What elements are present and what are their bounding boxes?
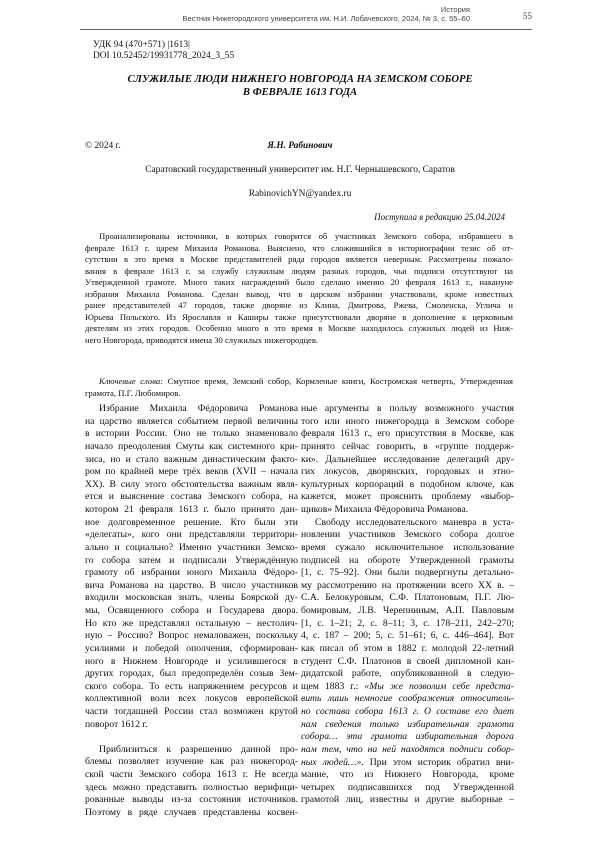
- quotation-line: нам тем, что на ней находятся подписи собор-: [301, 743, 514, 755]
- body-line: студент С.Ф. Платонов в своей дипломной кан-: [301, 655, 514, 667]
- abstract-line: него Новгорода, приводятся имена 30 служилых нижегородцев.: [85, 334, 319, 345]
- abstract-line: вания в феврале 1613 г. за службу служилым людям разных городов, чьи подписи отсутствуют на: [85, 265, 513, 276]
- body-line: Свободу исследовательского маневра в уста-: [315, 516, 514, 528]
- body-line: февраля 1613 г., его присутствия в Москве, как: [301, 428, 514, 440]
- body-line: в истории России. Оно не только знаменовало: [85, 428, 298, 440]
- body-line: коллективной воли всех локусов европейской: [85, 693, 298, 705]
- body-line: Приблизиться к разрешению данной про-: [99, 743, 298, 755]
- quotation-line: нам сведения только избирательная грамота: [301, 718, 514, 730]
- body-line: ное долговременное решение. Кто были эти: [85, 516, 298, 528]
- received-date: Поступила в редакцию 25.04.2024: [374, 212, 505, 222]
- body-line: здесь можно представить полностью верифици-: [85, 781, 298, 793]
- body-line: того или иного нижегородца в Земском соборе: [301, 415, 514, 427]
- abstract-line: Проанализированы источники, в которых говорится об участниках Земского собора, избравшего в: [99, 231, 513, 241]
- udc-code: УДК 94 (470+571) |1613|: [93, 40, 190, 50]
- copyright: © 2024 г.: [85, 141, 121, 151]
- body-column-left: [85, 403, 298, 820]
- body-line-text: щем 1883 г.:: [301, 680, 359, 692]
- body-line: поворот 1612 г.: [85, 718, 148, 730]
- body-line: подписей на обороте Утвержденной грамоты: [301, 554, 514, 566]
- body-line: мы, Освященного собора и Государева двора.: [85, 605, 298, 616]
- body-line: [301, 757, 514, 770]
- body-line: ется и выяснение состава Земского собора, на: [85, 491, 298, 503]
- quotation-line: собора… эта грамота избирательная дорога: [301, 731, 514, 743]
- body-line: ально и социально? Именно участники Земско-: [85, 541, 298, 553]
- body-line: дидатской работе, опубликованной в следую-: [301, 668, 514, 680]
- body-line: четырех подписавшихся под Утвержденной: [301, 781, 514, 793]
- body-line: бомировым, Л.В. Черепниным, А.П. Павловым: [301, 605, 514, 616]
- abstract-line: феврале 1613 г. царем Михаила Романова. Выяснено, что сложившийся в историографии тезис об от-: [85, 242, 513, 253]
- body-line: Избрание Михаила Фёдоровича Романова: [99, 403, 298, 414]
- body-line: зиса, но и стало важным династическим факто-: [85, 453, 298, 465]
- body-line: ную – Россию? Вопрос немаловажен, поскольку: [85, 630, 298, 642]
- body-line: принято сейчас говорить, в «группе поддерж-: [301, 440, 514, 452]
- body-line: других городах, был предопределён созыв Зем-: [85, 668, 298, 680]
- quotation-line: вить лишь немногие соображения относитель-: [301, 693, 514, 705]
- body-line: грамотой лиц, известны и другие выборные –: [301, 794, 514, 806]
- body-line: му рассмотрению на протяжении всего XX в. –: [301, 579, 514, 591]
- abstract-line: деятелям из этих городов. Особенно много в это время в Москве находилось служилых людей из Ниж-: [85, 323, 513, 334]
- body-line-text: При этом историк обратил вни-: [369, 756, 514, 768]
- running-header-section: История: [440, 5, 470, 14]
- body-line: гих локусов, дворянских, городовых и этно-: [301, 466, 514, 478]
- body-line: блемы позволяет изучение как раз нижегород-: [85, 756, 298, 768]
- body-line: ного в Нижнем Новгороде и усилившегося в: [85, 655, 298, 667]
- keywords-text: Смутное время, Земский собор, Кормленые книги, Костромская четверть, Утвержденная грамота, П.Г. Любомиров.: [85, 376, 513, 398]
- body-line: новлении участников Земского собора долгое: [301, 529, 514, 541]
- body-line: ром по крайней мере трёх веков (XVII – начала: [85, 466, 298, 478]
- body-line: ки». Дальнейшее исследование делегаций дру-: [301, 453, 514, 465]
- body-line: кажется, может прояснить проблему «выбор-: [301, 491, 514, 503]
- body-line: ской части Земского собора 1613 г. Не всегда: [85, 769, 298, 781]
- abstract-line: ранее представителей 47 городов, также дворяне из Клина, Дмитрова, Ржева, Смоленска, Углича и: [85, 300, 513, 311]
- quotation-line: но состава собора 1613 г. О составе его дает: [301, 706, 514, 717]
- body-line: Поэтому в ряде случаев представлены косвен-: [85, 806, 298, 818]
- header-rule: [80, 29, 532, 30]
- body-line: мание, что из Нижнего Новгорода, кроме: [301, 769, 514, 781]
- abstract: [85, 231, 513, 346]
- author-affiliation: Саратовский государственный университет им. Н.Г. Чернышевского, Саратов: [145, 165, 455, 175]
- body-line: го собора затем и подписали Утверждённую: [85, 554, 298, 566]
- abstract-line: Юрьева Польского. Из Ярославля и Каширы также присутствовали дворяне в дополнение к церковным: [85, 311, 513, 322]
- doi: DOI 10.52452/19931778_2024_3_55: [93, 51, 235, 61]
- body-line: XX). В силу этого обстоятельства важным явля-: [85, 478, 298, 490]
- author-name: Я.Н. Рабинович: [267, 141, 333, 151]
- abstract-line: сутствии в это время в Москве представителей ряда городов является неверным. Рассмотрены пожало-: [85, 254, 513, 265]
- page-number: 55: [523, 11, 532, 21]
- body-line: как писал об этом в 1882 г. молодой 22-летний: [301, 642, 514, 654]
- body-line: «делегаты», кого они представляли территори-: [85, 529, 298, 541]
- abstract-line: Утвержденной грамоте. Много таких награждений было сделано именно 20 февраля 1613 г., накануне: [85, 277, 513, 288]
- body-line: рованные выводы из-за состояния источников.: [85, 794, 298, 806]
- body-line: время сужало исключительное использование: [301, 541, 514, 553]
- body-line: [301, 681, 514, 694]
- abstract-line: избрания Михаила Романова. Сделан вывод, что в царском избрании участвовали, кроме известных: [85, 288, 513, 299]
- body-line: щиков» Михаила Фёдоровича Романова.: [301, 504, 469, 515]
- body-line: С.А. Белокуровым, С.Ф. Платоновым, П.Г. Лю-: [301, 592, 514, 604]
- body-line: Но кто же представлял остальную – нестолич-: [85, 617, 298, 629]
- keywords-label: Ключевые слова:: [99, 376, 164, 386]
- body-line: [1, с. 75–92]. Они были подвергнуты детально-: [301, 567, 514, 579]
- body-column-right: [301, 403, 514, 807]
- body-line: культурных корпораций в подобном ключе, как: [301, 478, 514, 490]
- body-line: начало преодоления Смуты как системного кри-: [85, 440, 298, 452]
- quotation: «Мы же позволим себе предста-: [364, 680, 514, 692]
- body-line: грамоту об избрании юного Михаила Фёдоро-: [85, 567, 298, 579]
- quotation-end: ных людей…».: [301, 756, 364, 768]
- running-header-journal: Вестник Нижегородского университета им. Н.И. Лобачевского, 2024, № 3, с. 55–60: [182, 14, 470, 23]
- article-title-line-1: СЛУЖИЛЫЕ ЛЮДИ НИЖНЕГО НОВГОРОДА НА ЗЕМСКОМ СОБОРЕ: [127, 74, 473, 85]
- body-line: вича Романова на царство. В число участников: [85, 579, 298, 591]
- body-line: [1, с. 1–21; 2, с. 8–11; 3, с. 178–211, 242–270;: [301, 617, 514, 629]
- body-line: усилиями и победой ополчения, сформирован-: [85, 642, 298, 654]
- article-title: [80, 73, 520, 99]
- body-line: входили московская знать, члены Боярской ду-: [85, 592, 298, 604]
- article-title-line-2: В ФЕВРАЛЕ 1613 ГОДА: [242, 87, 358, 98]
- body-line: 4, с. 187 – 200; 5, с. 51–61; 6, с. 446–464]. Вот: [301, 630, 514, 642]
- body-line: части тогдашней России стал возможен крутой: [85, 706, 298, 717]
- body-line: ные аргументы в пользу возможного участия: [301, 403, 514, 414]
- body-line: котором 21 февраля 1613 г. было принято дан-: [85, 504, 298, 515]
- author-email[interactable]: RabinovichYN@yandex.ru: [248, 189, 352, 199]
- body-line: ского собора. То есть напряжением ресурсов и: [85, 680, 298, 692]
- body-line: на царство является событием первой величины: [85, 415, 298, 427]
- keywords: [85, 376, 513, 399]
